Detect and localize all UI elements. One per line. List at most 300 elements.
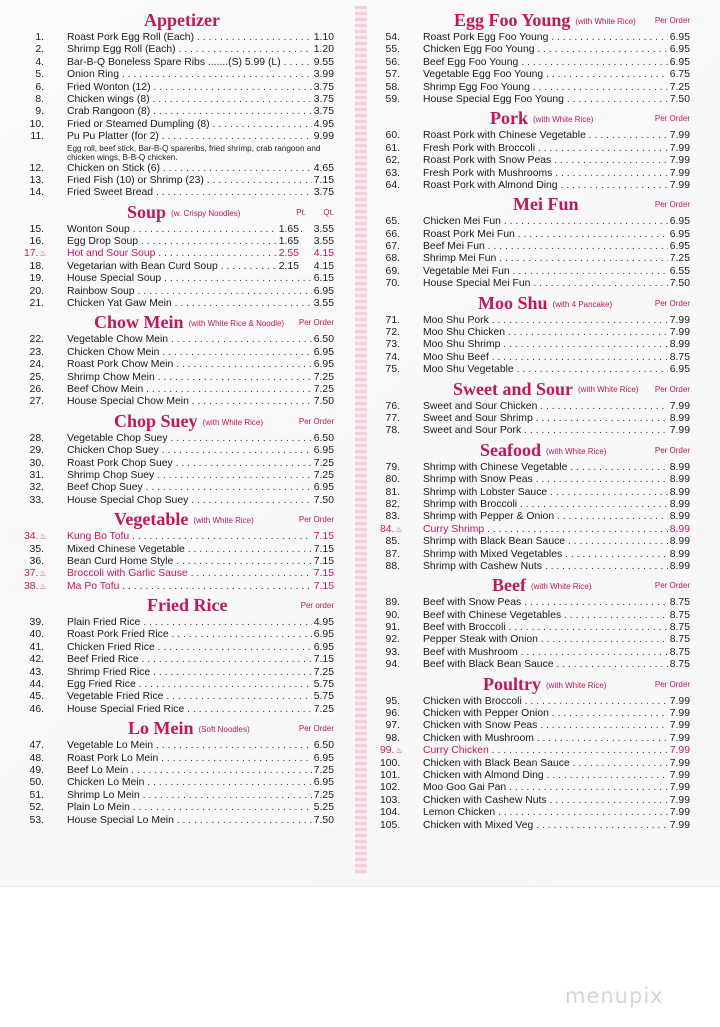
menu-item bbox=[380, 155, 690, 167]
menu-item bbox=[380, 474, 690, 486]
item-number: 65. bbox=[385, 216, 400, 228]
per-order-label: Per order bbox=[300, 601, 334, 611]
item-number: 105. bbox=[380, 819, 401, 831]
menu-item bbox=[24, 131, 334, 143]
item-price: 6.95 bbox=[669, 216, 690, 228]
item-price: 8.99 bbox=[669, 498, 690, 510]
column-divider bbox=[355, 6, 367, 874]
item-number: 47. bbox=[29, 740, 44, 752]
menu-item bbox=[380, 807, 690, 819]
section-title: Fried Rice bbox=[147, 595, 228, 616]
item-name: Shrimp Egg Foo Young . . . bbox=[423, 82, 690, 94]
item-name: House Special Mei Fun . . . bbox=[423, 278, 690, 290]
menu-item bbox=[24, 224, 334, 236]
item-name: Shrimp with Black Bean Sauce . . . bbox=[423, 536, 690, 548]
item-number: 35. bbox=[29, 543, 44, 555]
item-number: 56. bbox=[385, 56, 400, 68]
menu-item bbox=[24, 470, 334, 482]
item-price: 7.25 bbox=[313, 764, 334, 776]
item-price: 8.99 bbox=[669, 412, 690, 424]
item-number: 101. bbox=[380, 769, 401, 781]
menu-item bbox=[380, 180, 690, 192]
item-name: Ma Po Tofu . . . bbox=[67, 581, 334, 593]
item-name: Shrimp with Snow Peas . . . bbox=[423, 474, 690, 486]
item-number: 32. bbox=[29, 482, 44, 494]
item-price: 7.99 bbox=[669, 819, 690, 831]
item-number: 1. bbox=[35, 32, 44, 43]
item-name: Beef with Broccoli . . . bbox=[423, 622, 690, 634]
menu-item bbox=[380, 278, 690, 290]
menu-item bbox=[24, 384, 334, 396]
menu-item bbox=[380, 401, 690, 413]
item-price: 7.15 bbox=[313, 654, 334, 666]
menu-item bbox=[380, 659, 690, 671]
item-name: Fresh Pork with Mushrooms . . . bbox=[423, 168, 690, 180]
item-number: 44. bbox=[29, 679, 44, 691]
menu-item bbox=[24, 679, 334, 691]
item-price: 7.50 bbox=[313, 814, 334, 826]
item-name: Beef with Black Bean Sauce . . . bbox=[423, 659, 690, 671]
item-name: Chicken wings (8) . . . bbox=[67, 94, 334, 106]
item-name: Sweet and Sour Shrimp . . . bbox=[423, 413, 690, 425]
item-price: 8.99 bbox=[669, 523, 690, 535]
item-number: 41. bbox=[29, 641, 44, 653]
menu-item bbox=[24, 531, 334, 543]
item-price: 8.75 bbox=[669, 646, 690, 658]
item-name: Plain Lo Mein . . . bbox=[67, 802, 334, 814]
item-price: 5.75 bbox=[313, 691, 334, 703]
item-number: 34. ♨ bbox=[24, 531, 44, 543]
section-title: Pork (with White Rice) bbox=[490, 108, 594, 129]
item-name: Shrimp with Chinese Vegetable . . . bbox=[423, 462, 690, 474]
menu-item bbox=[380, 634, 690, 646]
menu-item bbox=[24, 581, 334, 593]
item-price: 7.50 bbox=[313, 494, 334, 506]
item-name: Vegetarian with Bean Curd Soup . . . bbox=[67, 261, 334, 273]
section-appetizer bbox=[24, 8, 334, 200]
item-name: Pepper Steak with Onion . . . bbox=[423, 634, 690, 646]
menu-item bbox=[24, 248, 334, 260]
item-name: Roast Pork Mei Fun . . . bbox=[423, 229, 690, 241]
item-price-pint: 1.65 bbox=[278, 236, 299, 248]
item-price: 8.75 bbox=[669, 622, 690, 634]
menu-item bbox=[380, 696, 690, 708]
item-name: Shrimp Egg Roll (Each) . . . bbox=[67, 44, 334, 56]
item-name: Pu Pu Platter (for 2) . . . bbox=[67, 131, 334, 143]
item-price: 4.95 bbox=[313, 118, 334, 130]
item-name: Kung Bo Tofu . . . bbox=[67, 531, 334, 543]
menu-item bbox=[24, 57, 334, 69]
item-name: Chicken with Pepper Onion . . . bbox=[423, 708, 690, 720]
item-number: 27. bbox=[29, 396, 44, 408]
item-price: 8.75 bbox=[669, 634, 690, 646]
item-price: 7.15 bbox=[313, 174, 334, 186]
item-price: 8.99 bbox=[669, 560, 690, 572]
item-name: Beef Chop Suey . . . bbox=[67, 482, 334, 494]
item-number: 89. bbox=[385, 597, 400, 609]
item-number: 4. bbox=[35, 56, 44, 68]
menu-item bbox=[24, 568, 334, 580]
item-price: 7.99 bbox=[669, 807, 690, 819]
menu-item bbox=[24, 815, 334, 827]
item-price: 7.99 bbox=[669, 695, 690, 707]
menu-item bbox=[380, 745, 690, 757]
item-name: Chicken with Black Bean Sauce . . . bbox=[423, 758, 690, 770]
menu-item bbox=[380, 820, 690, 832]
item-name: Shrimp Lo Mein . . . bbox=[67, 790, 334, 802]
menu-item bbox=[24, 482, 334, 494]
item-number: 60. bbox=[385, 130, 400, 142]
item-name: Vegetable Lo Mein . . . bbox=[67, 740, 334, 752]
item-price: 6.15 bbox=[313, 273, 334, 285]
item-price: 7.99 bbox=[669, 167, 690, 179]
item-name: House Special Lo Mein . . . bbox=[67, 815, 334, 827]
menu-item bbox=[380, 327, 690, 339]
item-name: House Special Chop Suey . . . bbox=[67, 495, 334, 507]
menu-item bbox=[380, 622, 690, 634]
menu-item bbox=[24, 642, 334, 654]
menu-item bbox=[24, 753, 334, 765]
item-price: 3.75 bbox=[313, 187, 334, 199]
left-column bbox=[24, 8, 334, 827]
section-title: Moo Shu (with 4 Pancake) bbox=[478, 292, 613, 313]
menu-item bbox=[380, 782, 690, 794]
item-number: 6. bbox=[35, 81, 44, 93]
item-name: Fried Wonton (12) . . . bbox=[67, 82, 334, 94]
item-price: 7.99 bbox=[669, 794, 690, 806]
item-price: 6.95 bbox=[669, 32, 690, 43]
menu-item bbox=[24, 654, 334, 666]
menu-item bbox=[380, 315, 690, 327]
item-price: 6.95 bbox=[313, 445, 334, 457]
item-number: 58. bbox=[385, 81, 400, 93]
item-price: 8.99 bbox=[669, 474, 690, 486]
menu-item bbox=[24, 32, 334, 44]
item-price: 7.99 bbox=[669, 425, 690, 437]
item-price: 7.99 bbox=[669, 720, 690, 732]
menu-item bbox=[24, 704, 334, 716]
item-number: 11. bbox=[30, 131, 44, 143]
section-poultry bbox=[380, 672, 690, 832]
item-price: 7.25 bbox=[313, 371, 334, 383]
item-number: 13. bbox=[29, 174, 44, 186]
item-number: 62. bbox=[385, 155, 400, 167]
item-price: 3.75 bbox=[313, 93, 334, 105]
item-number: 5. bbox=[35, 69, 44, 81]
section-title: Lo Mein (Soft Noodles) bbox=[128, 718, 250, 739]
menu-item bbox=[24, 236, 334, 248]
item-name: Roast Pork Chow Mein . . . bbox=[67, 359, 334, 371]
item-price: 8.75 bbox=[669, 597, 690, 609]
item-number: 64. bbox=[385, 179, 400, 191]
item-number: 49. bbox=[29, 764, 44, 776]
item-price: 7.99 bbox=[669, 782, 690, 794]
item-price: 7.15 bbox=[313, 580, 334, 592]
item-price: 6.95 bbox=[669, 364, 690, 376]
per-order-label: Per Order bbox=[298, 416, 334, 426]
item-number: 19. bbox=[29, 273, 44, 285]
item-name: Shrimp with Cashew Nuts . . . bbox=[423, 561, 690, 573]
menu-item bbox=[380, 94, 690, 106]
menu-item bbox=[380, 229, 690, 241]
item-name: Beef Lo Mein . . . bbox=[67, 765, 334, 777]
section-moo-shu bbox=[380, 291, 690, 377]
item-name: Chicken with Snow Peas . . . bbox=[423, 720, 690, 732]
section-beef bbox=[380, 573, 690, 671]
item-name: Shrimp with Lobster Sauce . . . bbox=[423, 487, 690, 499]
section-title: Mei Fun bbox=[513, 194, 579, 215]
item-number: 76. bbox=[385, 400, 400, 412]
per-order-label: Per Order bbox=[654, 298, 690, 308]
item-price: 5.25 bbox=[313, 802, 334, 814]
item-number: 29. bbox=[29, 445, 44, 457]
item-number: 54. bbox=[385, 32, 400, 43]
item-price: 7.99 bbox=[669, 757, 690, 769]
menu-item bbox=[24, 433, 334, 445]
item-price: 8.99 bbox=[669, 536, 690, 548]
menu-item bbox=[380, 57, 690, 69]
item-price: 8.99 bbox=[669, 548, 690, 560]
menu-item bbox=[380, 708, 690, 720]
menu-item bbox=[380, 524, 690, 536]
item-price: 4.95 bbox=[313, 617, 334, 629]
item-number: 59. bbox=[385, 93, 400, 105]
section-title: Chop Suey (with White Rice) bbox=[114, 410, 263, 431]
item-number: 95. bbox=[385, 695, 400, 707]
item-name: Vegetable Fried Rice . . . bbox=[67, 691, 334, 703]
item-price: 7.50 bbox=[313, 396, 334, 408]
item-price: 7.99 bbox=[669, 327, 690, 339]
item-number: 31. bbox=[29, 469, 44, 481]
item-price-pint: 2.15 bbox=[278, 260, 299, 272]
item-name: Vegetable Chow Mein . . . bbox=[67, 334, 334, 346]
menu-item bbox=[24, 106, 334, 118]
menu-item bbox=[380, 597, 690, 609]
section-title: Egg Foo Young (with White Rice) bbox=[454, 10, 636, 30]
item-number: 92. bbox=[385, 634, 400, 646]
menu-item bbox=[380, 216, 690, 228]
item-price: 6.95 bbox=[669, 228, 690, 240]
section-chop-suey bbox=[24, 409, 334, 507]
menu-item bbox=[380, 69, 690, 81]
item-number: 61. bbox=[385, 142, 400, 154]
item-number: 63. bbox=[385, 167, 400, 179]
item-price: 3.75 bbox=[313, 81, 334, 93]
item-price: 6.95 bbox=[313, 285, 334, 297]
item-price-quart: 3.55 bbox=[302, 236, 334, 248]
item-number: 51. bbox=[29, 789, 44, 801]
item-number: 39. bbox=[29, 617, 44, 629]
item-price: 7.99 bbox=[669, 732, 690, 744]
item-name: Egg Drop Soup . . . bbox=[67, 236, 334, 248]
item-name: Roast Pork with Snow Peas . . . bbox=[423, 155, 690, 167]
menu-item bbox=[380, 253, 690, 265]
menu-item bbox=[380, 610, 690, 622]
item-price: 6.95 bbox=[313, 482, 334, 494]
item-price: 6.95 bbox=[313, 346, 334, 358]
item-name: Beef with Mushroom . . . bbox=[423, 647, 690, 659]
item-price: 7.99 bbox=[669, 745, 690, 757]
item-number: 28. bbox=[29, 432, 44, 444]
item-name: Fresh Pork with Broccoli . . . bbox=[423, 143, 690, 155]
item-number: 52. bbox=[29, 802, 44, 814]
item-number: 36. bbox=[29, 555, 44, 567]
menu-item bbox=[380, 82, 690, 94]
item-number: 21. bbox=[29, 298, 44, 310]
section-seafood bbox=[380, 438, 690, 574]
item-price: 7.50 bbox=[669, 93, 690, 105]
item-price: 7.25 bbox=[313, 383, 334, 395]
item-name: Shrimp with Broccoli . . . bbox=[423, 499, 690, 511]
item-number: 85. bbox=[385, 536, 400, 548]
menu-item bbox=[24, 187, 334, 199]
item-name: Roast Pork with Almond Ding . . . bbox=[423, 180, 690, 192]
item-name: Moo Shu Pork . . . bbox=[423, 315, 690, 327]
item-name: Crab Rangoon (8) . . . bbox=[67, 106, 334, 118]
item-number: 37. ♨ bbox=[24, 568, 44, 580]
item-price-pint: 2.55 bbox=[278, 248, 299, 260]
menu-item bbox=[380, 720, 690, 732]
item-price: 7.15 bbox=[313, 568, 334, 580]
item-price: 6.95 bbox=[313, 752, 334, 764]
item-number: 94. bbox=[385, 659, 400, 671]
menu-item bbox=[24, 777, 334, 789]
item-number: 25. bbox=[29, 371, 44, 383]
item-number: 2. bbox=[35, 44, 44, 56]
menu-item bbox=[380, 352, 690, 364]
section-fried-rice bbox=[24, 593, 334, 716]
item-price: 7.25 bbox=[313, 457, 334, 469]
item-price: 8.99 bbox=[669, 461, 690, 473]
item-price: 8.75 bbox=[669, 351, 690, 363]
menu-item bbox=[24, 617, 334, 629]
menu-item bbox=[380, 32, 690, 44]
per-order-label: Per Order bbox=[298, 724, 334, 734]
item-price: 4.65 bbox=[313, 162, 334, 174]
item-name: Beef with Snow Peas . . . bbox=[423, 597, 690, 609]
section-title: Beef (with White Rice) bbox=[492, 575, 592, 596]
item-number: 103. bbox=[380, 794, 401, 806]
item-name: Beef Chow Mein . . . bbox=[67, 384, 334, 396]
item-price: 9.55 bbox=[313, 56, 334, 68]
item-number: 8. bbox=[35, 93, 44, 105]
item-price: 7.25 bbox=[313, 703, 334, 715]
menu-item bbox=[380, 364, 690, 376]
item-price: 6.95 bbox=[313, 359, 334, 371]
item-price: 7.99 bbox=[669, 142, 690, 154]
item-name: Chicken Chop Suey . . . bbox=[67, 445, 334, 457]
item-number: 74. bbox=[385, 351, 400, 363]
item-number: 30. bbox=[29, 457, 44, 469]
item-name: Moo Shu Vegetable . . . bbox=[423, 364, 690, 376]
item-number: 79. bbox=[385, 461, 400, 473]
menu-item bbox=[380, 549, 690, 561]
menu-item bbox=[380, 413, 690, 425]
item-price: 7.99 bbox=[669, 400, 690, 412]
item-name: Chicken with Almond Ding . . . bbox=[423, 770, 690, 782]
item-price: 7.25 bbox=[669, 81, 690, 93]
menu-item bbox=[380, 462, 690, 474]
item-price: 1.10 bbox=[313, 32, 334, 43]
item-name: Moo Shu Shrimp . . . bbox=[423, 339, 690, 351]
menu-item bbox=[24, 691, 334, 703]
item-number: 83. bbox=[385, 511, 400, 523]
item-name: Plain Fried Rice . . . bbox=[67, 617, 334, 629]
per-order-label: Per Order bbox=[654, 200, 690, 210]
item-name: Moo Goo Gai Pan . . . bbox=[423, 782, 690, 794]
menu-item bbox=[24, 396, 334, 408]
item-number: 93. bbox=[385, 646, 400, 658]
section-soup bbox=[24, 200, 334, 311]
per-order-label: Per Order bbox=[654, 581, 690, 591]
pt-qt-header: Pt. Qt. bbox=[296, 207, 334, 217]
item-name: House Special Chow Mein . . . bbox=[67, 396, 334, 408]
menu-item bbox=[24, 544, 334, 556]
item-name: Shrimp Mei Fun . . . bbox=[423, 253, 690, 265]
item-name: Chicken Lo Mein . . . bbox=[67, 777, 334, 789]
section-title: Seafood (with White Rice) bbox=[480, 439, 607, 460]
item-name: Roast Pork Fried Rice . . . bbox=[67, 629, 334, 641]
item-number: 24. bbox=[29, 359, 44, 371]
item-name: Beef Mei Fun . . . bbox=[423, 241, 690, 253]
item-price: 7.25 bbox=[313, 666, 334, 678]
item-price: 6.50 bbox=[313, 432, 334, 444]
item-number: 96. bbox=[385, 708, 400, 720]
section-title: Soup (w. Crispy Noodles) bbox=[127, 201, 241, 222]
item-price: 3.55 bbox=[313, 298, 334, 310]
item-price: 7.15 bbox=[313, 531, 334, 543]
menu-item bbox=[380, 536, 690, 548]
item-name: Chicken Mei Fun . . . bbox=[423, 216, 690, 228]
section-chow-mein bbox=[24, 310, 334, 408]
item-name: Moo Shu Beef . . . bbox=[423, 352, 690, 364]
section-sweet-and-sour bbox=[380, 377, 690, 438]
item-name: Wonton Soup . . . bbox=[67, 224, 334, 236]
menu-item bbox=[24, 445, 334, 457]
menu-item bbox=[380, 130, 690, 142]
menu-item bbox=[24, 82, 334, 94]
section-title: Appetizer bbox=[144, 10, 220, 30]
item-name: Shrimp with Mixed Vegetables . . . bbox=[423, 549, 690, 561]
item-name: Shrimp Fried Rice . . . bbox=[67, 667, 334, 679]
menu-item bbox=[24, 372, 334, 384]
item-price-quart: 4.15 bbox=[302, 261, 334, 273]
right-column bbox=[380, 8, 690, 832]
item-name: Vegetable Chop Suey . . . bbox=[67, 433, 334, 445]
item-name: Broccoli with Garlic Sause . . . bbox=[67, 568, 334, 580]
section-title: Poultry (with White Rice) bbox=[483, 673, 607, 694]
item-number: 84. ♨ bbox=[380, 524, 400, 536]
item-number: 100. bbox=[380, 757, 401, 769]
item-number: 15. bbox=[29, 223, 44, 235]
menu-item bbox=[24, 458, 334, 470]
item-price: 9.99 bbox=[313, 131, 334, 143]
item-number: 17. ♨ bbox=[24, 248, 44, 260]
item-name: Chicken with Mixed Veg . . . bbox=[423, 820, 690, 832]
item-number: 68. bbox=[385, 253, 400, 265]
item-name: Chicken Chow Mein . . . bbox=[67, 347, 334, 359]
item-price: 6.75 bbox=[669, 69, 690, 81]
item-price: 8.75 bbox=[669, 609, 690, 621]
menu-item bbox=[24, 667, 334, 679]
menu-item bbox=[380, 143, 690, 155]
item-price: 7.15 bbox=[313, 555, 334, 567]
item-name: Roast Pork Chop Suey . . . bbox=[67, 458, 334, 470]
item-number: 23. bbox=[29, 346, 44, 358]
item-number: 87. bbox=[385, 548, 400, 560]
menu-item bbox=[24, 286, 334, 298]
item-price: 3.99 bbox=[313, 69, 334, 81]
